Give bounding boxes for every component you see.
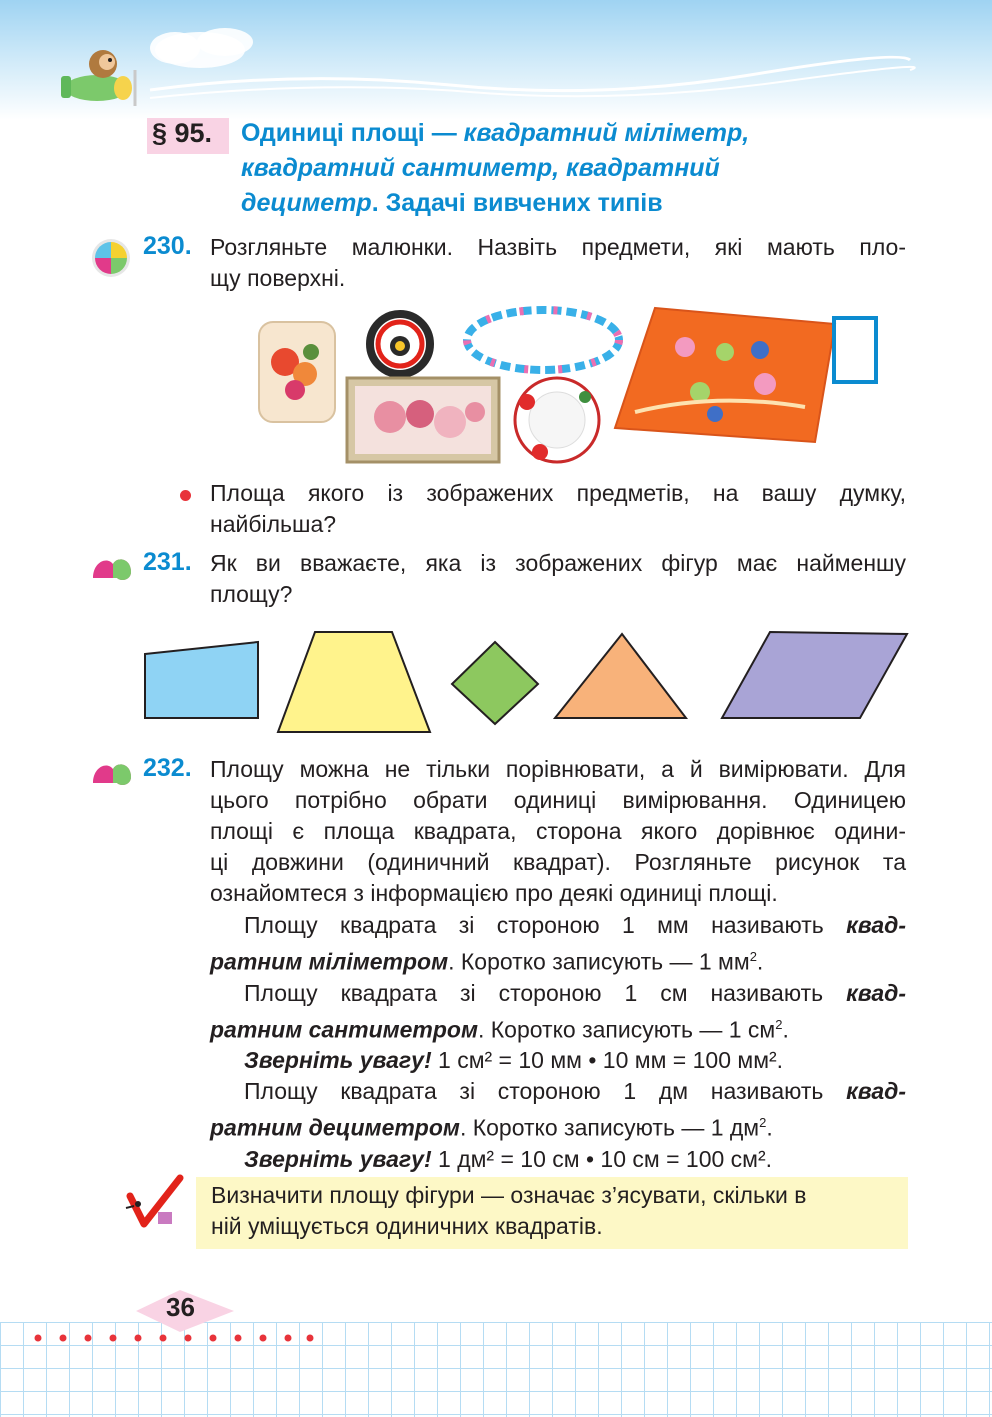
dm-definition-line-2: [210, 1107, 906, 1144]
task-231-line-2: площу?: [210, 581, 293, 607]
dm-def-text: Площу квадрата зі стороною 1 дм називають: [244, 1078, 847, 1105]
mm-short-text: . Коротко записують — 1 мм: [448, 948, 750, 975]
area-units-info: [210, 910, 906, 1175]
cm-term-part-2: ратним сантиметром: [210, 1016, 478, 1043]
rule-line-2: ній уміщується одиничних квадратів.: [211, 1213, 603, 1239]
dm-dot: .: [766, 1114, 773, 1141]
task-232-line-1: Площу можна не тільки порівнювати, а й вимірювати. Для: [210, 756, 906, 782]
question-line-2: найбільша?: [210, 511, 337, 537]
title-line-3-after: . Задачі вивчених типів: [371, 189, 663, 217]
puzzle-icon: [89, 757, 135, 791]
cm-attention: [210, 1045, 906, 1076]
task-230-question: [210, 478, 906, 540]
task-230-line-1: Розгляньте малюнки. Назвіть предмети, які мають пло-: [210, 234, 906, 260]
task-232-line-3: площі є площа квадрата, сторона якого дорівнює одини-: [210, 818, 906, 844]
painting-picture: [347, 378, 499, 462]
title-line-1-italic: квадратний міліметр,: [463, 119, 750, 147]
tray-picture: [259, 322, 335, 422]
puzzle-icon: [89, 552, 135, 586]
puzzle-icon: [89, 236, 135, 280]
cm-def-text: Площу квадрата зі стороною 1 см називають: [244, 979, 847, 1006]
mm-definition-line-1: [210, 910, 906, 941]
dm-sup: 2: [759, 1115, 767, 1131]
trapezoid-yellow: [278, 632, 430, 732]
steering-wheel-picture: [370, 314, 430, 374]
dm-short-text: . Коротко записують — 1 дм: [459, 1114, 760, 1141]
shapes-figure: [140, 628, 910, 736]
mm-sup: 2: [749, 949, 757, 964]
footer-dots: [28, 1330, 328, 1346]
cm-short-text: . Коротко записують — 1 см: [477, 1016, 776, 1043]
cm-equation: 1 см² = 10 мм • 10 мм = 100 мм².: [431, 1047, 784, 1074]
title-line-1-plain: Одиниці площі —: [241, 119, 464, 147]
question-line-1: Площа якого із зображених предметів, на вашу думку,: [210, 480, 906, 506]
blue-rectangle-frame: [834, 318, 876, 382]
task-230-text: [210, 232, 906, 294]
mm-dot: .: [756, 948, 764, 975]
task-232-text: [210, 754, 906, 909]
attention-label: Зверніть увагу!: [244, 1047, 432, 1074]
mm-term-part-2: ратним міліметром: [210, 948, 449, 975]
dm-term-part-1: квад-: [846, 1078, 906, 1105]
task-232-number: 232.: [143, 754, 192, 782]
airplane-hedgehog-icon: [55, 40, 145, 110]
task-231-text: [210, 548, 906, 610]
dm-equation: 1 дм² = 10 см • 10 см = 100 см².: [431, 1145, 773, 1172]
task-231-number: 231.: [143, 548, 192, 576]
title-line-2-italic: квадратний сантиметр, квадратний: [241, 154, 720, 182]
rhombus-green: [452, 642, 538, 724]
objects-illustration: [255, 302, 885, 470]
mm-def-text: Площу квадрата зі стороною 1 мм називають: [244, 912, 847, 938]
dm-attention: [210, 1144, 906, 1175]
cm-dot: .: [782, 1016, 789, 1043]
task-231-line-1: Як ви вважаєте, яка із зображених фігур має найменшу: [210, 550, 906, 576]
task-232-line-5: ознайомтеся з інформацією про деякі одиниці площі.: [210, 880, 778, 906]
triangle-orange: [555, 634, 686, 718]
bullet-dot: [180, 490, 191, 501]
section-title: [241, 116, 881, 221]
cm-sup: 2: [775, 1016, 783, 1032]
paragraph-number: § 95.: [152, 118, 213, 148]
mm-definition-line-2: [210, 941, 906, 978]
task-230-number: 230.: [143, 232, 192, 260]
cm-definition-line-1: [210, 978, 906, 1009]
plate-picture: [515, 378, 599, 462]
checkmark-pencil-icon: [122, 1174, 188, 1234]
rule-line-1: Визначити площу фігури — означає з’ясувати, скільки в: [211, 1182, 807, 1208]
task-230-line-2: щу поверхні.: [210, 265, 346, 291]
cm-term-part-1: квад-: [846, 979, 906, 1006]
page-number: 36: [166, 1292, 195, 1322]
dm-term-part-2: ратним дециметром: [210, 1114, 460, 1141]
quadrilateral-blue: [145, 642, 258, 718]
task-232-line-4: ці довжини (одиничний квадрат). Розгляньте рисунок та: [210, 849, 906, 875]
rule-text: [211, 1180, 901, 1242]
title-line-3-italic: дециметр: [241, 189, 372, 217]
parallelogram-purple: [722, 632, 907, 718]
task-232-line-2: цього потрібно обрати одиниці вимірювання. Одиницею: [210, 787, 906, 813]
header-decoration: [0, 0, 992, 120]
cm-definition-line-2: [210, 1009, 906, 1046]
hula-hoop-picture: [467, 310, 619, 370]
dm-definition-line-1: [210, 1076, 906, 1107]
mm-term-part-1: квад-: [846, 912, 906, 938]
carpet-picture: [615, 308, 835, 442]
attention-label: Зверніть увагу!: [244, 1145, 432, 1172]
